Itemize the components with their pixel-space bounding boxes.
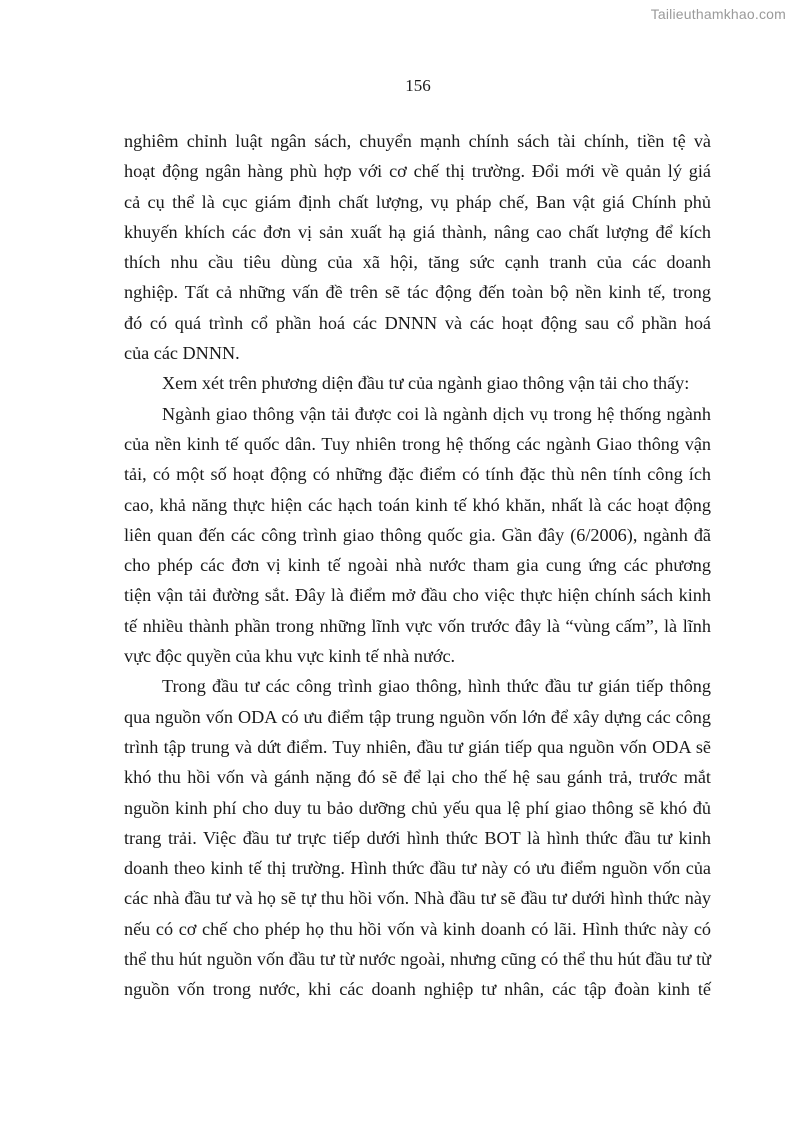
text-line: tiện vận tải đường sắt. Đây là điểm mở đầu cho việc thực hiện chính sách kinh [124,585,711,606]
text-line: trình tập trung và dứt điểm. Tuy nhiên, đầu tư gián tiếp qua nguồn vốn ODA sẽ [124,736,711,757]
text-line: cho phép các đơn vị kinh tế ngoài nhà nước tham gia cung ứng các phương [124,555,711,576]
text-line: nếu có cơ chế cho phép họ thu hồi vốn và kinh doanh có lãi. Hình thức này có [124,918,711,939]
paragraph-3 [124,399,711,672]
text-line: nguồn kinh phí cho duy tu bảo dưỡng chủ yếu qua lệ phí giao thông sẽ khó đủ [124,797,711,818]
text-line: của nền kinh tế quốc dân. Tuy nhiên trong hệ thống các ngành Giao thông vận [124,433,711,454]
text-line: thể thu hút nguồn vốn đầu tư từ nước ngoài, nhưng cũng có thể thu hút đầu tư từ [124,949,711,970]
text-line: khó thu hồi vốn và gánh nặng đó sẽ để lại cho thế hệ sau gánh trả, trước mắt [124,767,711,788]
text-line: cao, khả năng thực hiện các hạch toán kinh tế khó khăn, nhất là các hoạt động [124,494,711,515]
page-number: 156 [405,76,431,95]
paragraph-1 [124,126,711,368]
text-line: cả cụ thể là cục giám định chất lượng, vụ pháp chế, Ban vật giá Chính phủ [124,191,711,212]
text-line: trang trải. Việc đầu tư trực tiếp dưới hình thức BOT là hình thức đầu tư kinh [124,827,711,848]
text-line: liên quan đến các công trình giao thông quốc gia. Gần đây (6/2006), ngành đã [124,524,711,545]
text-line: Xem xét trên phương diện đầu tư của ngành giao thông vận tải cho thấy: [162,373,690,394]
text-line: hoạt động ngân hàng phù hợp với cơ chế thị trường. Đổi mới về quản lý giá [124,161,711,182]
text-line: Trong đầu tư các công trình giao thông, hình thức đầu tư gián tiếp thông [162,676,711,697]
text-line: tải, có một số hoạt động có những đặc điểm có tính đặc thù nên tính công ích [124,464,711,485]
paragraph-4 [124,671,711,1004]
text-line: của các DNNN. [124,343,240,364]
text-line: các nhà đầu tư và họ sẽ tự thu hồi vốn. Nhà đầu tư sẽ đầu tư dưới hình thức này [124,888,711,909]
text-line: nghiêm chỉnh luật ngân sách, chuyển mạnh chính sách tài chính, tiền tệ và [124,131,711,151]
paragraph-2 [124,368,711,398]
body-text [124,126,711,1005]
text-line: thích nhu cầu tiêu dùng của xã hội, tăng sức cạnh tranh của các doanh [124,252,711,273]
text-line: doanh theo kinh tế thị trường. Hình thức đầu tư này có ưu điểm nguồn vốn của [124,858,711,879]
text-line: đó có quá trình cổ phần hoá các DNNN và các hoạt động sau cổ phần hoá [124,312,711,333]
watermark-text: Tailieuthamkhao.com [650,6,786,22]
text-line: nguồn vốn trong nước, khi các doanh nghiệp tư nhân, các tập đoàn kinh tế [124,979,711,1000]
text-line: nghiệp. Tất cả những vấn đề trên sẽ tác động đến toàn bộ nền kinh tế, trong [124,282,711,303]
text-line: Ngành giao thông vận tải được coi là ngành dịch vụ trong hệ thống ngành [162,403,711,424]
text-line: vực độc quyền của khu vực kinh tế nhà nước. [124,646,456,667]
text-line: qua nguồn vốn ODA có ưu điểm tập trung nguồn vốn lớn để xây dựng các công [124,706,711,727]
text-line: khuyến khích các đơn vị sản xuất hạ giá thành, nâng cao chất lượng để kích [124,221,711,242]
text-line: tế nhiều thành phần trong những lĩnh vực vốn trước đây là “vùng cấm”, là lĩnh [124,615,711,636]
